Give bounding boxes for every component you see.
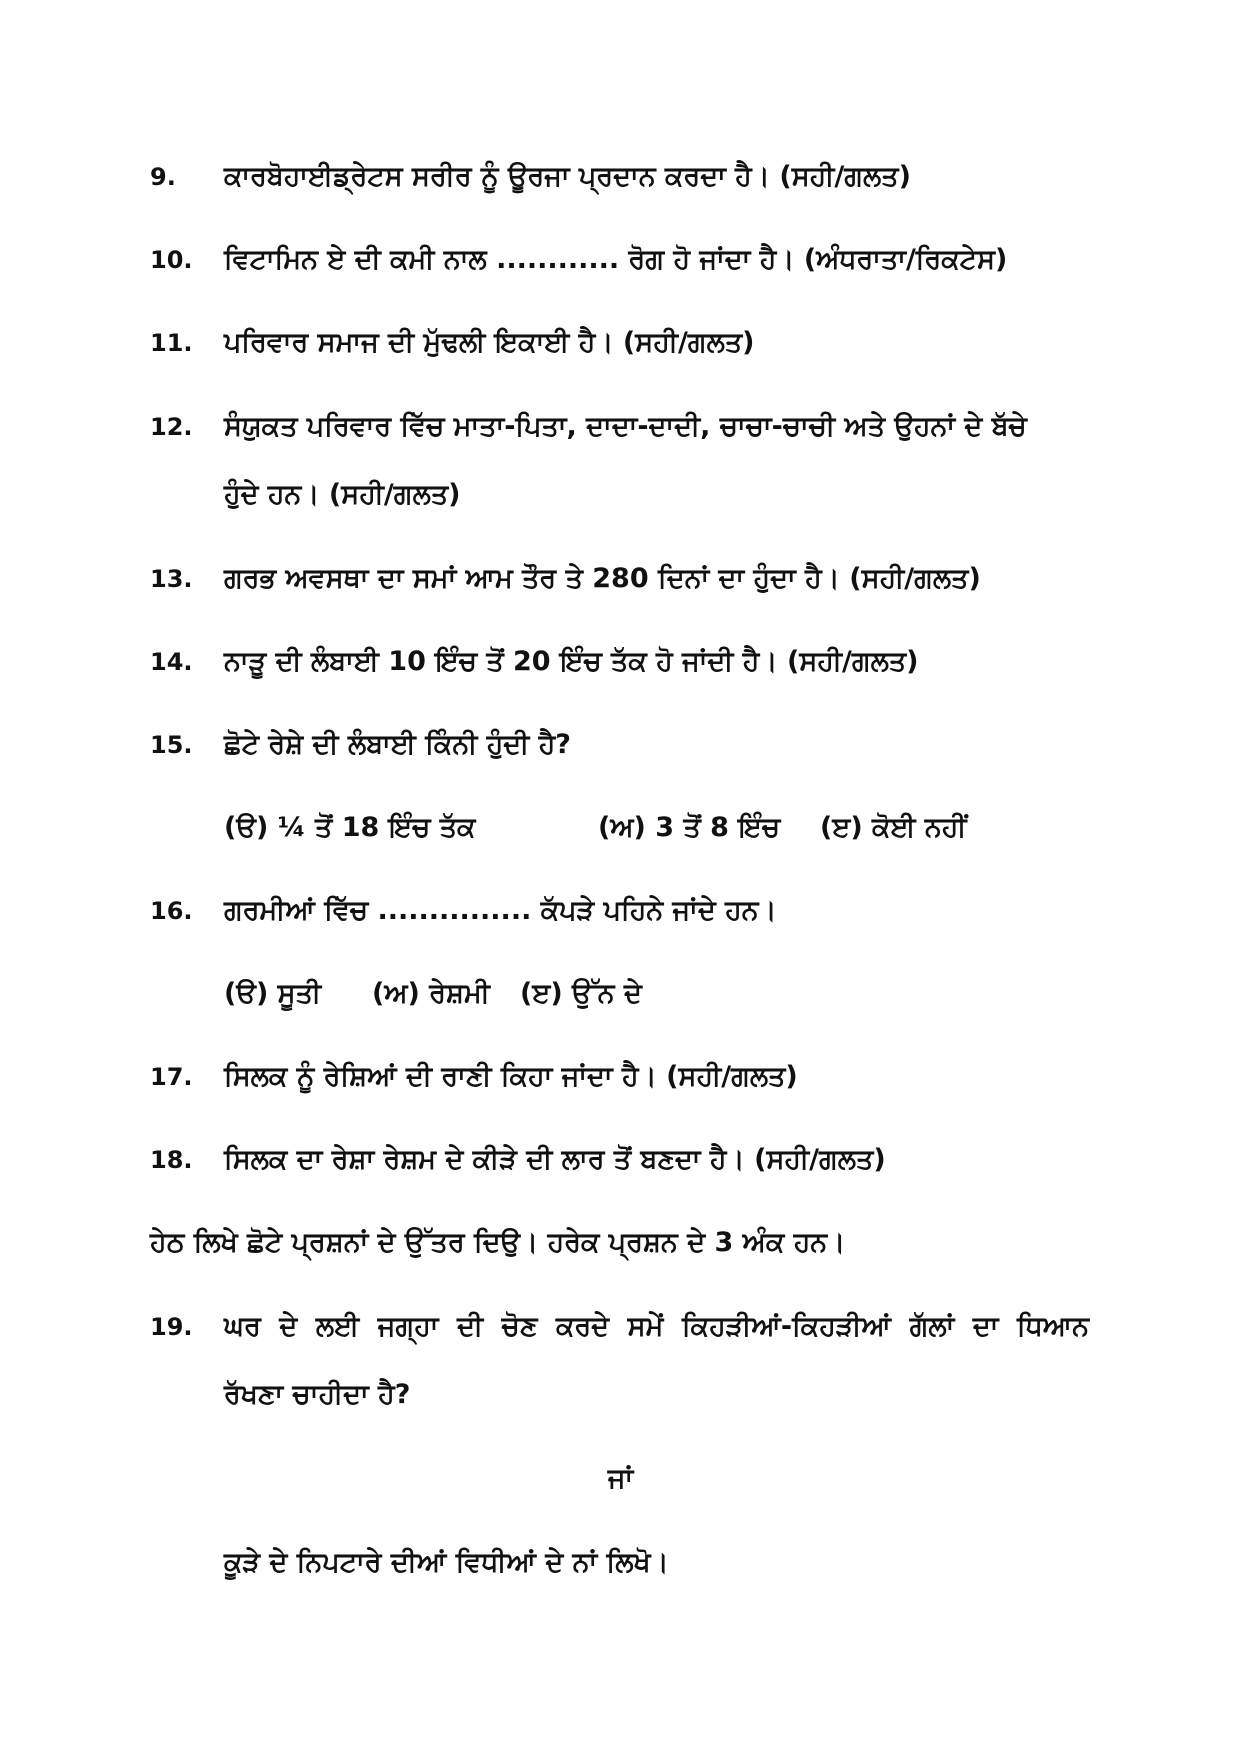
option-b: (ਅ) 3 ਤੋਂ 8 ਇੰਚ <box>598 812 781 843</box>
question-text: ਪਰਿਵਾਰ ਸਮਾਜ ਦੀ ਮੁੱਢਲੀ ਇਕਾਈ ਹੈ। (ਸਹੀ/ਗਲਤ) <box>224 327 755 358</box>
section-heading-text: ਹੇਠ ਲਿਖੇ ਛੋਟੇ ਪ੍ਰਸ਼ਨਾਂ ਦੇ ਉੱਤਰ ਦਿਉ। ਹਰੇਕ ਪ੍ਰਸ਼ਨ ਦੇ 3 ਅੰਕ ਹਨ। <box>150 1227 846 1258</box>
option-c: (ੲ) ਉੱਨ ਦੇ <box>520 978 642 1009</box>
question-number: 10. <box>150 246 193 274</box>
question-text: ਸਿਲਕ ਦਾ ਰੇਸ਼ਾ ਰੇਸ਼ਮ ਦੇ ਕੀੜੇ ਦੀ ਲਾਰ ਤੋਂ ਬਣਦਾ ਹੈ। (ਸਹੀ/ਗਲਤ) <box>224 1144 886 1175</box>
question-number: 11. <box>150 329 193 357</box>
question-text: ਗਰਭ ਅਵਸਥਾ ਦਾ ਸਮਾਂ ਆਮ ਤੌਰ ਤੇ 280 ਦਿਨਾਂ ਦਾ ਹੁੰਦਾ ਹੈ। (ਸਹੀ/ਗਲਤ) <box>224 563 981 594</box>
alternative-question-text: ਕੂੜੇ ਦੇ ਨਿਪਟਾਰੇ ਦੀਆਂ ਵਿਧੀਆਂ ਦੇ ਨਾਂ ਲਿਖੋ। <box>224 1547 669 1578</box>
question-text: ਸਿਲਕ ਨੂੰ ਰੇਸ਼ਿਆਂ ਦੀ ਰਾਣੀ ਕਿਹਾ ਜਾਂਦਾ ਹੈ। (ਸਹੀ/ਗਲਤ) <box>224 1061 798 1092</box>
option-a: (ੳ) ਸੂਤੀ <box>224 978 322 1009</box>
question-number: 17. <box>150 1063 193 1091</box>
question-number: 13. <box>150 565 193 593</box>
question-number: 14. <box>150 648 193 676</box>
question-text: ਨਾੜੂ ਦੀ ਲੰਬਾਈ 10 ਇੰਚ ਤੋਂ 20 ਇੰਚ ਤੱਕ ਹੋ ਜਾਂਦੀ ਹੈ। (ਸਹੀ/ਗਲਤ) <box>224 646 919 677</box>
question-number: 19. <box>150 1313 193 1341</box>
question-text: ਛੋਟੇ ਰੇਸ਼ੇ ਦੀ ਲੰਬਾਈ ਕਿੰਨੀ ਹੁੰਦੀ ਹੈ? <box>224 729 571 760</box>
question-number: 18. <box>150 1146 193 1174</box>
or-word: ਜਾਂ <box>607 1463 634 1494</box>
question-text-line-1: ਸੰਯੁਕਤ ਪਰਿਵਾਰ ਵਿੱਚ ਮਾਤਾ-ਪਿਤਾ, ਦਾਦਾ-ਦਾਦੀ, ਚਾਚਾ-ਚਾਚੀ ਅਤੇ ਉਹਨਾਂ ਦੇ ਬੱਚੇ <box>224 411 1027 442</box>
question-text: ਕਾਰਬੋਹਾਈਡ੍ਰੇਟਸ ਸਰੀਰ ਨੂੰ ਊਰਜਾ ਪ੍ਰਦਾਨ ਕਰਦਾ ਹੈ। (ਸਹੀ/ਗਲਤ) <box>224 161 911 192</box>
question-text-line-2: ਰੱਖਣਾ ਚਾਹੀਦਾ ਹੈ? <box>224 1379 411 1410</box>
question-text-line-1: ਘਰ ਦੇ ਲਈ ਜਗ੍ਹਾ ਦੀ ਚੋਣ ਕਰਦੇ ਸਮੇਂ ਕਿਹੜੀਆਂ-ਕਿਹੜੀਆਂ ਗੱਲਾਂ ਦਾ ਧਿਆਨ <box>224 1311 1089 1342</box>
question-text-line-2: ਹੁੰਦੇ ਹਨ। (ਸਹੀ/ਗਲਤ) <box>224 479 461 510</box>
question-number: 16. <box>150 897 193 925</box>
question-text: ਵਿਟਾਮਿਨ ਏ ਦੀ ਕਮੀ ਨਾਲ ............ ਰੋਗ ਹੋ ਜਾਂਦਾ ਹੈ। (ਅੰਧਰਾਤਾ/ਰਿਕਟੇਸ) <box>224 244 1008 275</box>
question-number: 9. <box>150 163 176 191</box>
option-b: (ਅ) ਰੇਸ਼ਮੀ <box>372 978 490 1009</box>
option-c: (ੲ) ਕੋਈ ਨਹੀਂ <box>820 812 967 843</box>
or-separator <box>0 1454 1241 1504</box>
option-a: (ੳ) ¼ ਤੋਂ 18 ਇੰਚ ਤੱਕ <box>224 812 476 843</box>
question-number: 12. <box>150 413 193 441</box>
question-number: 15. <box>150 731 193 759</box>
question-text: ਗਰਮੀਆਂ ਵਿੱਚ ............... ਕੱਪੜੇ ਪਹਿਨੇ ਜਾਂਦੇ ਹਨ। <box>224 895 777 926</box>
